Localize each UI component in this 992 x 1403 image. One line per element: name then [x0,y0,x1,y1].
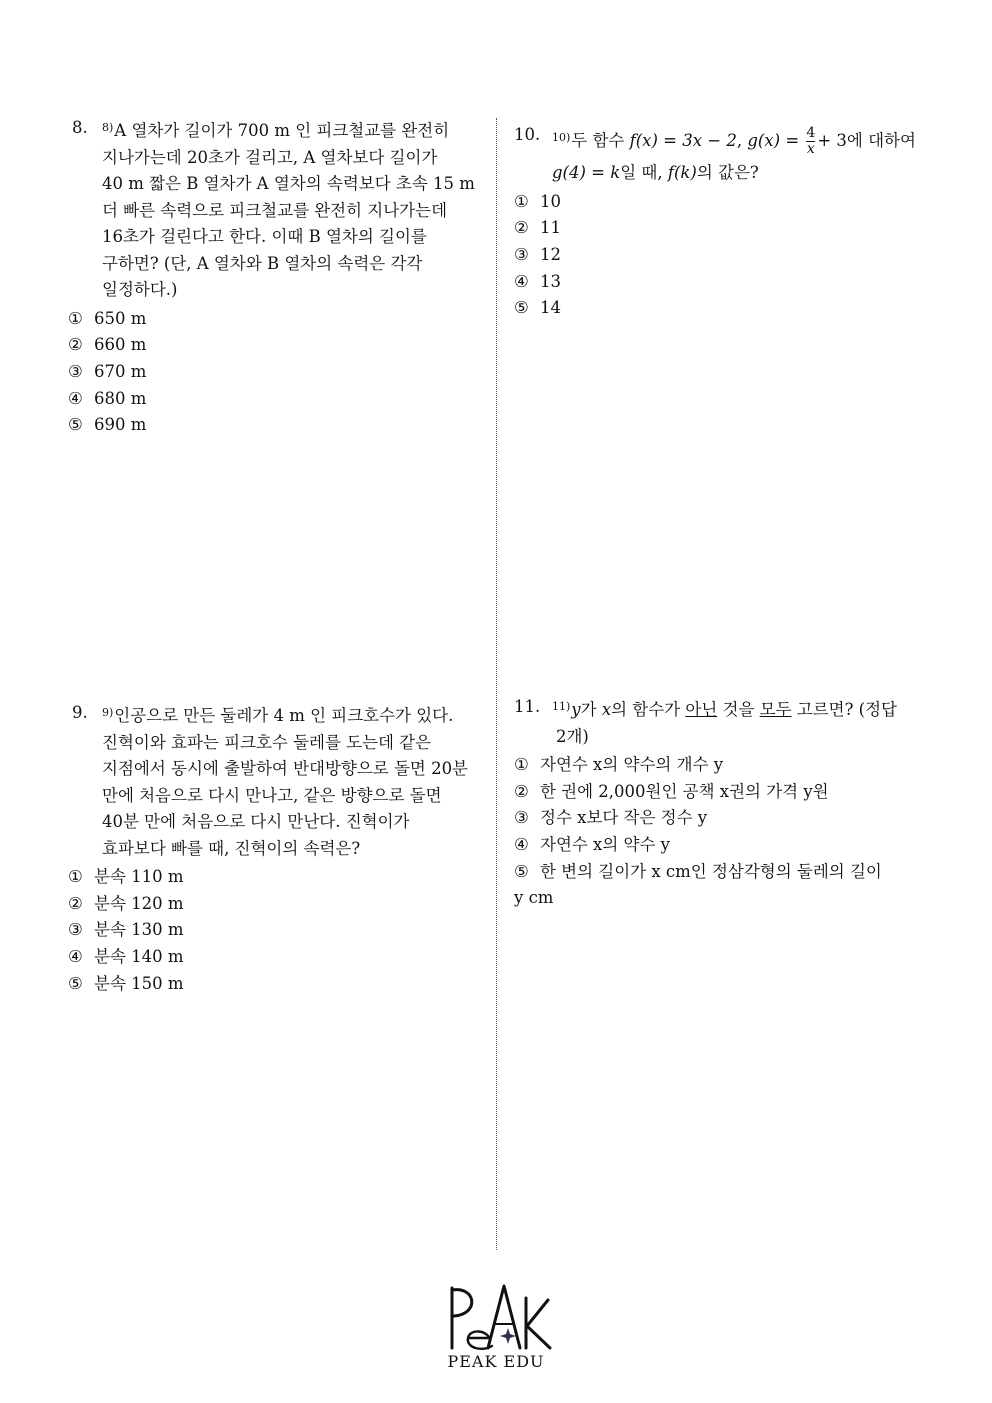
question-11 [514,694,940,912]
question-8 [68,115,478,439]
stem-line: 효파보다 빠를 때, 진혁이의 속력은? [102,838,361,858]
question-number: 10. [514,125,541,144]
question-9-stem [72,700,488,862]
question-8-stem [72,115,478,304]
choice-list [68,864,488,997]
stem-line: 진혁이와 효파는 피크호수 둘레를 도는데 같은 [102,732,432,752]
stem-line: $^{8)}$A 열차가 길이가 700 m 인 피크철교를 완전히 [102,121,450,140]
stem-line: 40분 만에 처음으로 다시 만난다. 진혁이가 [102,812,410,831]
choice-3[interactable]: ③ 670 m [68,361,147,381]
choice-1[interactable]: ① 650 m [68,308,147,328]
stem-line: 2개) [556,726,589,746]
emphasis-underline: 아닌 [685,700,718,719]
choice-2[interactable]: ② 660 m [68,335,147,355]
fraction [806,126,815,157]
choice-4[interactable]: ④ 13 [514,271,561,291]
choice-2[interactable]: ② 분속 120 m [68,893,184,913]
footnote-ref: 11) [552,700,571,713]
choice-1[interactable]: ① 10 [514,191,561,211]
choice-5[interactable]: ⑤ 690 m [68,415,147,435]
question-number: 11. [514,697,541,716]
stem-line: 구하면? (단, A 열차와 B 열차의 속력은 각각 [102,253,423,273]
choice-list [514,752,940,912]
footnote-ref: 9) [102,706,114,719]
stem-line: g(4) = k일 때, f(k)의 값은? [552,163,759,182]
logo-text: PEAK EDU [447,1352,545,1371]
stem-line: 지나가는데 20초가 걸리고, A 열차보다 길이가 [102,147,438,167]
choice-3[interactable]: ③ 12 [514,244,561,264]
choice-5-continuation: y cm [514,888,554,908]
stem-line: 16초가 걸린다고 한다. 이때 B 열차의 길이를 [102,227,427,246]
stem-line: 지점에서 동시에 출발하여 반대방향으로 돌면 20분 [102,759,468,778]
column-divider [496,118,497,1250]
choice-1[interactable]: ① 분속 110 m [68,867,184,886]
choice-list [68,306,478,439]
choice-5[interactable]: ⑤ 분속 150 m [68,973,184,993]
footnote-ref: 10) [552,131,571,144]
choice-2[interactable]: ② 한 권에 2,000원인 공책 x권의 가격 y원 [514,781,829,801]
question-number: 9. [72,703,88,722]
question-9 [68,700,488,997]
choice-1[interactable]: ① 자연수 x의 약수의 개수 y [514,755,724,774]
question-10 [514,122,940,322]
choice-3[interactable]: ③ 정수 x보다 작은 정수 y [514,808,708,828]
choice-4[interactable]: ④ 자연수 x의 약수 y [514,835,670,855]
stem-line: $^{11)}$y가 x의 함수가 아닌 것을 모두 고르면? (정답 [552,700,897,719]
question-10-stem [514,122,940,187]
choice-3[interactable]: ③ 분속 130 m [68,920,184,940]
question-number: 8. [72,118,88,137]
choice-4[interactable]: ④ 분속 140 m [68,947,184,967]
stem-line: 더 빠른 속력으로 피크철교를 완전히 지나가는데 [102,200,448,220]
f-definition: f(x) = 3x − 2 [629,131,737,150]
stem-line: 만에 처음으로 다시 만나고, 같은 방향으로 돌면 [102,785,442,805]
choice-list [514,189,940,322]
stem-line: 일정하다.) [102,280,178,299]
stem-line: $^{9)}$인공으로 만든 둘레가 4 m 인 피크호수가 있다. [102,706,454,725]
stem-line: $^{10)}$두 함수 f(x) = 3x − 2, g(x) = $\frac{4}{x}$ + 3에 대하여 [552,125,916,157]
choice-2[interactable]: ② 11 [514,218,561,238]
fraction-numerator: 4 [806,125,816,141]
choice-5[interactable]: ⑤ 한 변의 길이가 x cm인 정삼각형의 둘레의 길이 [514,861,882,881]
stem-line: 40 m 짧은 B 열차가 A 열차의 속력보다 초속 15 m [102,174,475,193]
choice-5[interactable]: ⑤ 14 [514,298,561,318]
question-11-stem [514,694,940,750]
fraction-denominator: x [806,141,815,157]
footnote-ref: 8) [102,121,114,134]
choice-4[interactable]: ④ 680 m [68,388,147,408]
emphasis-underline: 모두 [759,700,792,719]
